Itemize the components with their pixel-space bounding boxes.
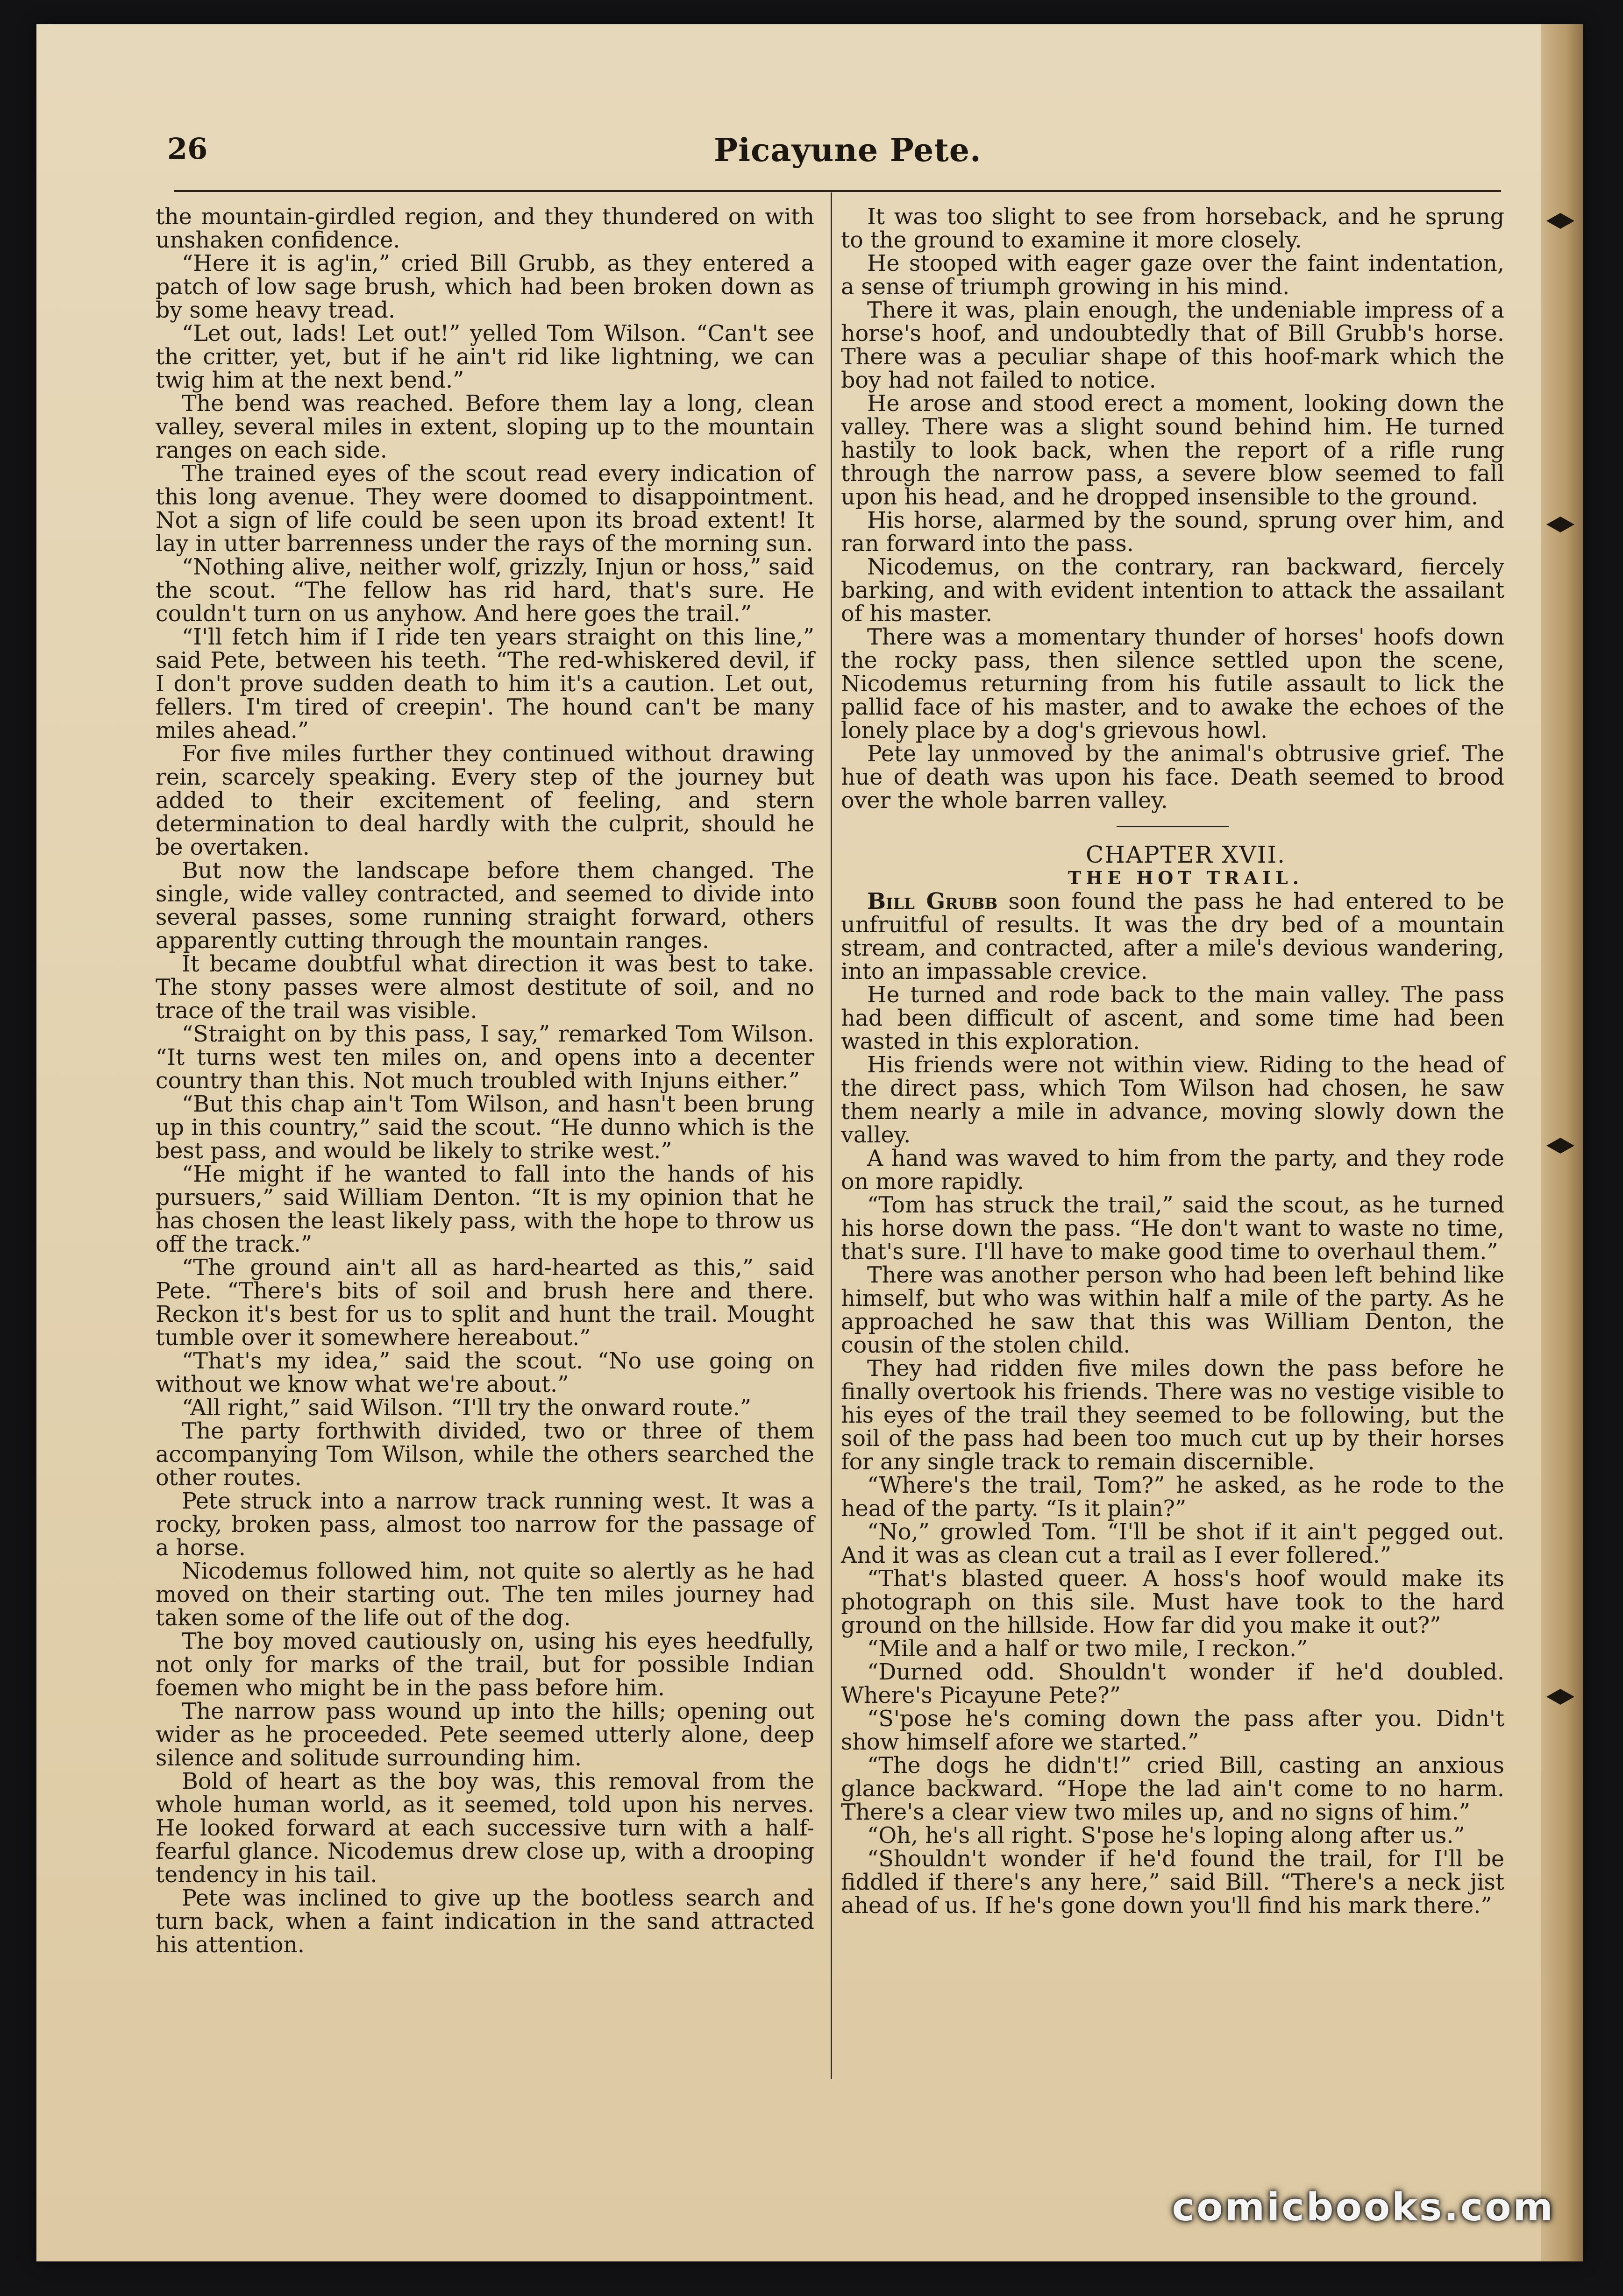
paragraph: “The dogs he didn't!” cried Bill, casting an anxious glance backward. “Hope the lad ain't come to no harm. There's a clear view two miles up, and no signs of him.”	[841, 1753, 1504, 1825]
header-rule	[174, 190, 1501, 192]
page-number: 26	[167, 132, 208, 166]
paragraph: It was too slight to see from horseback, and he sprung to the ground to examine it more closely.	[841, 204, 1504, 253]
chapter-rule	[1117, 826, 1229, 827]
paragraph: They had ridden five miles down the pass before he finally overtook his friends. There was no vestige visible to his eyes of the trail they seemed to be following, but the soil of the pass had been too much cut up by their horses for any single track to remain discernible.	[841, 1356, 1504, 1475]
paragraph: But now the landscape before them changed. The single, wide valley contracted, and seemed to divide into several passes, some running straight forward, others apparently cutting through the mountain ranges.	[156, 858, 814, 954]
paragraph: He turned and rode back to the main valley. The pass had been difficult of ascent, and some time had been wasted in this exploration.	[841, 982, 1504, 1055]
paragraph: His friends were not within view. Riding to the head of the direct pass, which Tom Wilson had chosen, he saw them nearly a mile in advance, moving slowly down the valley.	[841, 1052, 1504, 1148]
binding-stitch	[1546, 211, 1574, 231]
paragraph: He stooped with eager gaze over the faint indentation, a sense of triumph growing in his mind.	[841, 251, 1504, 300]
paragraph: “Tom has struck the trail,” said the scout, as he turned his horse down the pass. “He don't want to waste no time, that's sure. I'll have to make good time to overhaul them.”	[841, 1192, 1504, 1265]
paragraph: There it was, plain enough, the undeniable impress of a horse's hoof, and undoubtedly that of Bill Grubb's horse. There was a peculiar shape of this hoof-mark which the boy had not failed to notice.	[841, 298, 1504, 393]
paragraph: Pete was inclined to give up the bootless search and turn back, when a faint indication in the sand attracted his attention.	[156, 1885, 814, 1958]
paragraph: “The ground ain't all as hard-hearted as this,” said Pete. “There's bits of soil and brush here and there. Reckon it's best for us to split and hunt the trail. Mought tumble over it somewhere hereabout.”	[156, 1255, 814, 1351]
paragraph: “He might if he wanted to fall into the hands of his pursuers,” said William Denton. “It is my opinion that he has chosen the least likely pass, with the hope to throw us off the track.”	[156, 1162, 814, 1257]
paragraph: There was a momentary thunder of horses' hoofs down the rocky pass, then silence settled upon the scene, Nicodemus returning from his futile assault to lick the pallid face of his master, and to awake the echoes of the lonely place by a dog's grievous howl.	[841, 624, 1504, 744]
chapter-dropcap-name: Bill Grubb	[867, 888, 998, 914]
running-title: Picayune Pete.	[714, 132, 982, 169]
book-page	[36, 24, 1583, 2261]
chapter-first-paragraph-text: soon found the pass he had entered to be unfruitful of results. It was the dry bed of a mountain stream, and contracted, after a mile's devious wandering, into an impassable crevice.	[841, 889, 1504, 985]
chapter-first-paragraph	[841, 890, 1504, 984]
paragraph: “Mile and a half or two mile, I reckon.”	[867, 1636, 1308, 1662]
column-divider	[831, 192, 832, 2079]
paragraph: “Straight on by this pass, I say,” remarked Tom Wilson. “It turns west ten miles on, and opens into a decenter country than this. Not much troubled with Injuns either.”	[156, 1021, 814, 1094]
paragraph: “Nothing alive, neither wolf, grizzly, Injun or hoss,” said the scout. “The fellow has rid hard, that's sure. He couldn't turn on us anyhow. And here goes the trail.”	[156, 554, 814, 627]
paragraph: “No,” growled Tom. “I'll be shot if it ain't pegged out. And it was as clean cut a trail as I ever follered.”	[841, 1519, 1504, 1568]
paragraph: The narrow pass wound up into the hills; opening out wider as he proceeded. Pete seemed utterly alone, deep silence and solitude surrounding him.	[156, 1699, 814, 1771]
paragraph: Nicodemus, on the contrary, ran backward, fiercely barking, and with evident intention to attack the assailant of his master.	[841, 554, 1504, 627]
chapter-title: THE HOT TRAIL.	[1068, 867, 1303, 888]
chapter-number: CHAPTER XVII.	[1085, 841, 1286, 868]
binding-stitch	[1546, 1136, 1574, 1155]
paragraph: “That's my idea,” said the scout. “No use going on without we know what we're about.”	[156, 1348, 814, 1397]
binding-stitch	[1546, 515, 1574, 534]
paragraph: “S'pose he's coming down the pass after you. Didn't show himself afore we started.”	[841, 1706, 1504, 1755]
paragraph: “Shouldn't wonder if he'd found the trail, for I'll be fiddled if there's any here,” said Bill. “There's a neck jist ahead of us. If he's gone down you'll find his mark there.”	[841, 1846, 1504, 1919]
page-header	[36, 132, 1583, 188]
right-column-top-text	[841, 206, 1504, 813]
paragraph: Nicodemus followed him, not quite so alertly as he had moved on their starting out. The ten miles journey had taken some of the life out of the dog.	[156, 1559, 814, 1631]
binding-stitch	[1546, 1687, 1574, 1707]
paragraph: “Where's the trail, Tom?” he asked, as he rode to the head of the party. “Is it plain?”	[841, 1473, 1504, 1522]
right-column	[841, 206, 1504, 1918]
paragraph: It became doubtful what direction it was best to take. The stony passes were almost destitute of soil, and no trace of the trail was visible.	[156, 951, 814, 1024]
paragraph: There was another person who had been left behind like himself, but who was within half a mile of the party. As he approached he saw that this was William Denton, the cousin of the stolen child.	[841, 1262, 1504, 1358]
paragraph: The bend was reached. Before them lay a long, clean valley, several miles in extent, sloping up to the mountain ranges on each side.	[156, 391, 814, 463]
paragraph: “But this chap ain't Tom Wilson, and hasn't been brung up in this country,” said the scout. “He dunno which is the best pass, and would be likely to strike west.”	[156, 1091, 814, 1164]
paragraph: “Durned odd. Shouldn't wonder if he'd doubled. Where's Picayune Pete?”	[841, 1659, 1504, 1708]
paragraph: The boy moved cautiously on, using his eyes heedfully, not only for marks of the trail, but for possible Indian foemen who might be in the pass before him.	[156, 1629, 814, 1701]
left-column	[156, 206, 814, 1957]
paragraph: He arose and stood erect a moment, looking down the valley. There was a slight sound behind him. He turned hastily to look back, when the report of a rifle rung through the narrow pass, a severe blow seemed to fall upon his head, and he dropped insensible to the ground.	[841, 391, 1504, 510]
paragraph: A hand was waved to him from the party, and they rode on more rapidly.	[841, 1146, 1504, 1195]
paragraph: Bold of heart as the boy was, this removal from the whole human world, as it seemed, told upon his nerves. He looked forward at each successive turn with a half-fearful glance. Nicodemus drew close up, with a drooping tendency in his tail.	[156, 1769, 814, 1888]
paragraph: “Let out, lads! Let out!” yelled Tom Wilson. “Can't see the critter, yet, but if he ain't rid like lightning, we can twig him at the next bend.”	[156, 321, 814, 393]
watermark-logo: comicbooks.com	[1172, 2185, 1555, 2230]
paragraph: Pete struck into a narrow track running west. It was a rocky, broken pass, almost too narrow for the passage of a horse.	[156, 1488, 814, 1561]
paragraph: The trained eyes of the scout read every indication of this long avenue. They were doomed to disappointment. Not a sign of life could be seen upon its broad extent! It lay in utter barrenness under the rays of the morning sun.	[156, 461, 814, 557]
paragraph: the mountain-girdled region, and they thundered on with unshaken confidence.	[156, 204, 814, 253]
paragraph: “Here it is ag'in,” cried Bill Grubb, as they entered a patch of low sage brush, which had been broken down as by some heavy tread.	[156, 251, 814, 323]
right-column-bottom-text	[841, 984, 1504, 1918]
paragraph: The party forthwith divided, two or three of them accompanying Tom Wilson, while the others searched the other routes.	[156, 1418, 814, 1491]
paragraph: His horse, alarmed by the sound, sprung over him, and ran forward into the pass.	[841, 508, 1504, 557]
paragraph: “That's blasted queer. A hoss's hoof would make its photograph on this sile. Must have took to the hard ground on the hillside. How far did you make it out?”	[841, 1566, 1504, 1638]
paragraph: For five miles further they continued without drawing rein, scarcely speaking. Every step of the journey but added to their excitement of feeling, and stern determination to deal hardly with the culprit, should he be overtaken.	[156, 741, 814, 860]
paragraph: Pete lay unmoved by the animal's obtrusive grief. The hue of death was upon his face. Death seemed to brood over the whole barren valley.	[841, 741, 1504, 814]
paragraph: “Oh, he's all right. S'pose he's loping along after us.”	[867, 1823, 1465, 1849]
paragraph: “I'll fetch him if I ride ten years straight on this line,” said Pete, between his teeth. “The red-whiskered devil, if I don't prove sudden death to him it's a caution. Let out, fellers. I'm tired of creepin'. The hound can't be many miles ahead.”	[156, 624, 814, 744]
paragraph: “All right,” said Wilson. “I'll try the onward route.”	[182, 1395, 751, 1421]
